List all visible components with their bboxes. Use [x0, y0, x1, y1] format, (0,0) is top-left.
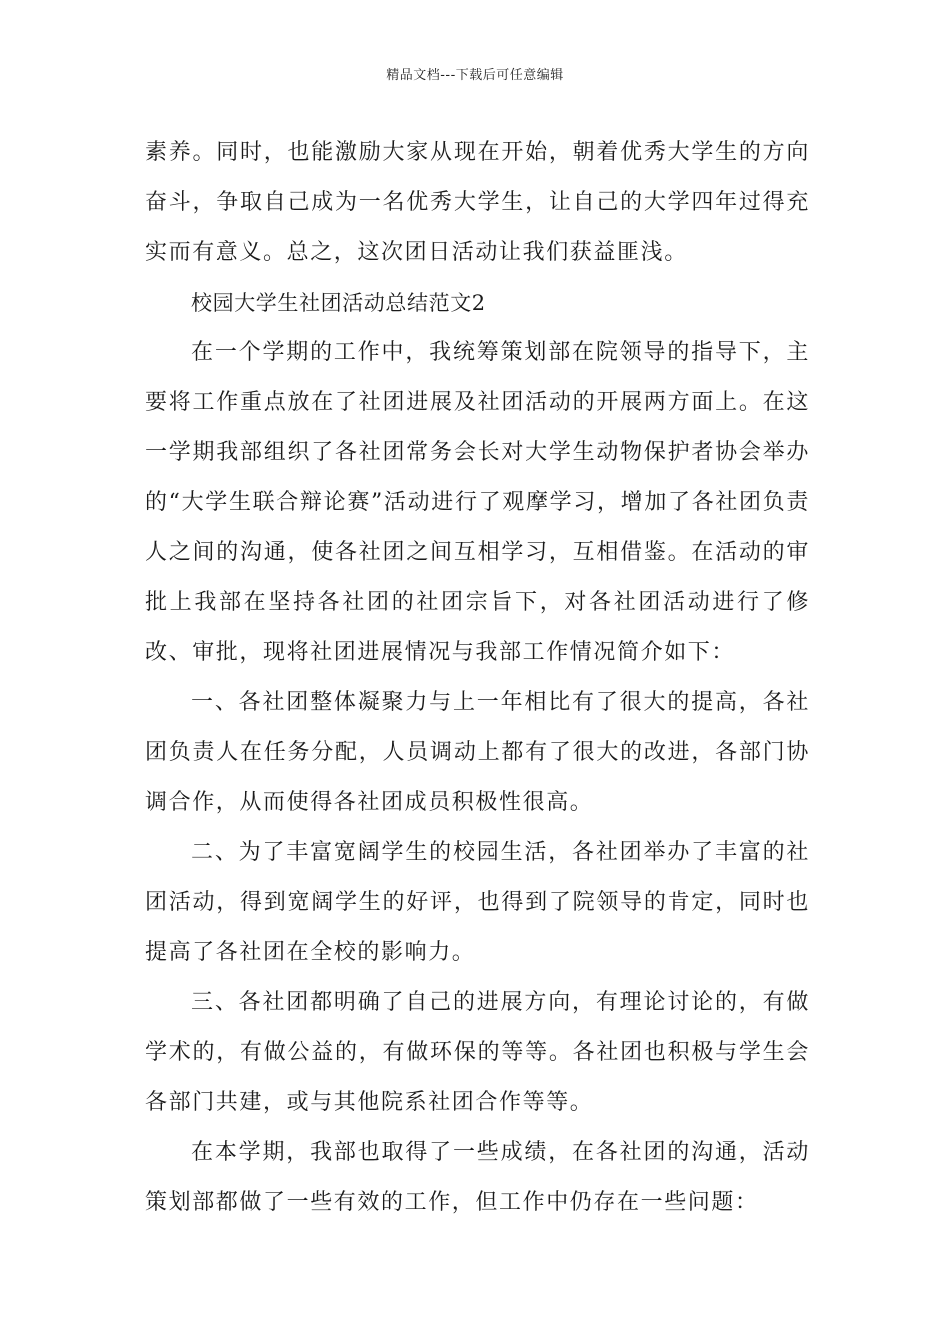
paragraph-continuation: 素养。同时，也能激励大家从现在开始，朝着优秀大学生的方向奋斗，争取自己成为一名优秀大学生，让自己的大学四年过得充实而有意义。总之，这次团日活动让我们获益匪浅。: [145, 140, 810, 265]
page-header: 精品文档---下载后可任意编辑: [386, 68, 564, 83]
paragraph-conclusion: 在本学期，我部也取得了一些成绩，在各社团的沟通，活动策划部都做了一些有效的工作，但工作中仍存在一些问题：: [145, 1140, 810, 1215]
document-body: [145, 128, 810, 1228]
paragraph-point-1: 一、各社团整体凝聚力与上一年相比有了很大的提高，各社团负责人在任务分配，人员调动上都有了很大的改进，各部门协调合作，从而使得各社团成员积极性很高。: [145, 690, 810, 815]
paragraph-intro: 在一个学期的工作中，我统筹策划部在院领导的指导下，主要将工作重点放在了社团进展及社团活动的开展两方面上。在这一学期我部组织了各社团常务会长对大学生动物保护者协会举办的“大学生联合辩论赛”活动进行了观摩学习，增加了各社团负责人之间的沟通，使各社团之间互相学习，互相借鉴。在活动的审批上我部在坚持各社团的社团宗旨下，对各社团活动进行了修改、审批，现将社团进展情况与我部工作情况简介如下：: [145, 340, 810, 665]
paragraph-point-3: 三、各社团都明确了自己的进展方向，有理论讨论的，有做学术的，有做公益的，有做环保的等等。各社团也积极与学生会各部门共建，或与其他院系社团合作等等。: [145, 990, 810, 1115]
section-heading: 校园大学生社团活动总结范文2: [191, 291, 486, 315]
paragraph-point-2: 二、为了丰富宽阔学生的校园生活，各社团举办了丰富的社团活动，得到宽阔学生的好评，也得到了院领导的肯定，同时也提高了各社团在全校的影响力。: [145, 840, 810, 965]
